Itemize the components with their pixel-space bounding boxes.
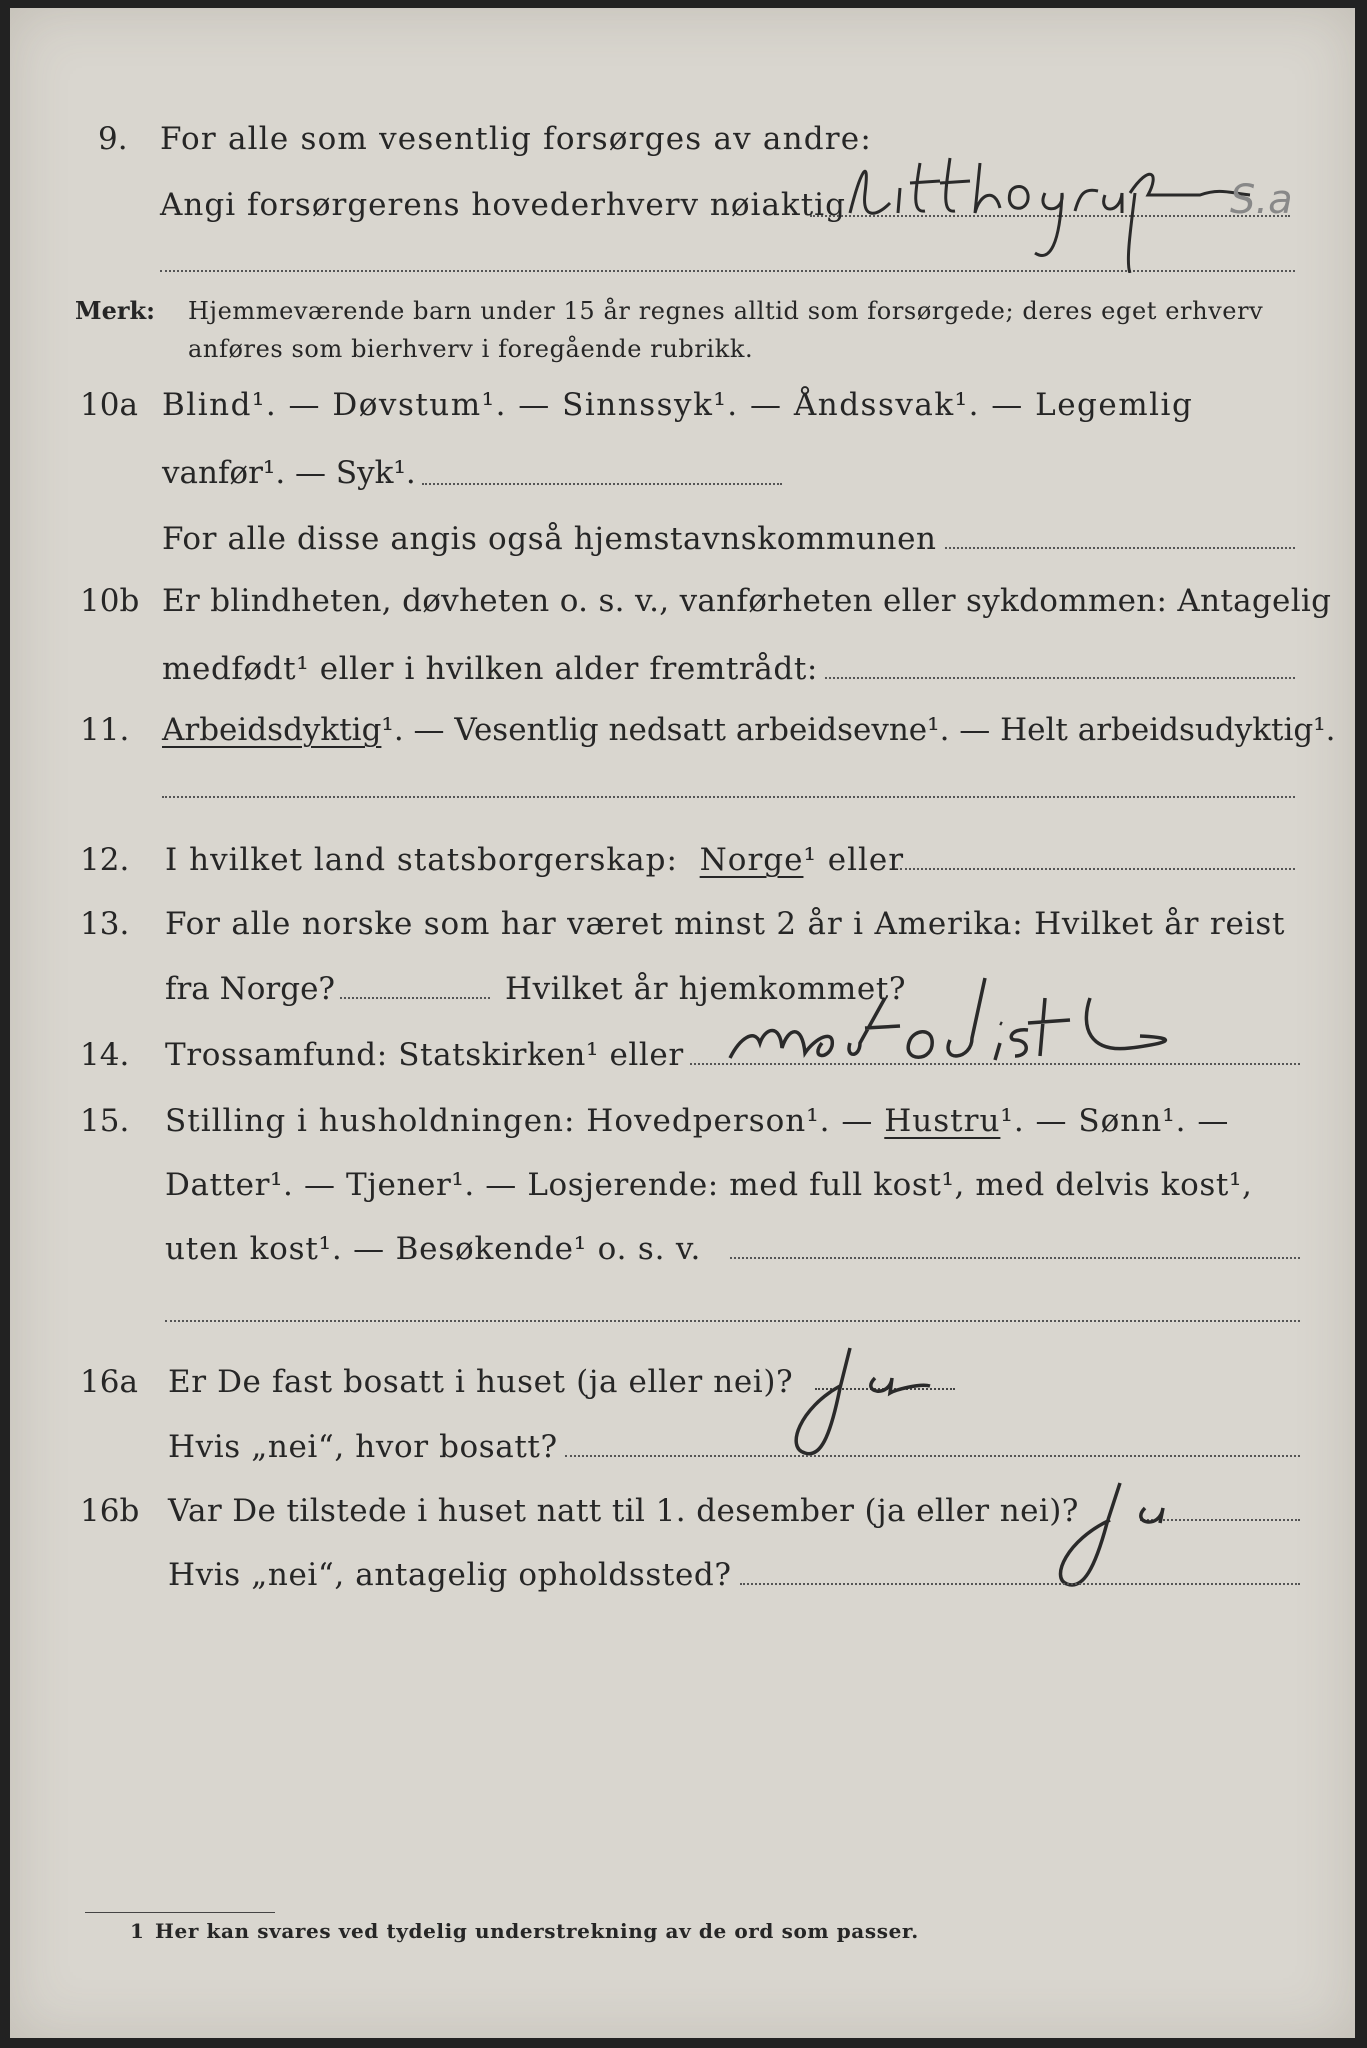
q13-line2b: Hvilket år hjemkommet?: [505, 971, 907, 1007]
q9-line1: For alle som vesentlig forsørges av andre:: [160, 121, 872, 157]
q16b-line2: Hvis „nei“, antagelig opholdssted?: [168, 1557, 732, 1593]
q14-number: 14.: [80, 1037, 130, 1073]
q12-number: 12.: [80, 842, 130, 878]
q10a-syk-line: [422, 483, 782, 485]
q11-text: [162, 711, 1336, 749]
q11-underlined-choice: Arbeidsdyktig: [162, 712, 382, 748]
q11-line: [162, 796, 1295, 798]
q9-handwritten-answer: [830, 133, 1330, 273]
q16a-line2: Hvis „nei“, hvor bosatt?: [168, 1429, 558, 1465]
q10a-home-line: [945, 547, 1295, 549]
q15-line1-prefix: Stilling i husholdningen: Hovedperson¹. —: [165, 1103, 874, 1139]
q11-rest: ¹. — Vesentlig nedsatt arbeidsevne¹. — Helt arbeidsudyktig¹.: [381, 712, 1336, 748]
q13-reist-line: [340, 997, 490, 999]
q16a-handwritten-answer: [780, 1338, 960, 1468]
note-line2: anføres som bierhverv i foregående rubrikk.: [188, 335, 754, 363]
footnote-mark: 1: [130, 1919, 144, 1943]
q16b-handwritten-answer: [1045, 1468, 1225, 1598]
q16a-bosatt-line: [565, 1455, 1300, 1457]
q10b-answer-line: [825, 677, 1295, 679]
q14-handwritten-answer: [710, 968, 1270, 1078]
q9-number: 9.: [98, 121, 128, 157]
q15-line1: [165, 1102, 1229, 1140]
note-line1: Hjemmeværende barn under 15 år regnes alltid som forsørgede; deres eget erhverv: [188, 297, 1264, 325]
q10b-line1: Er blindheten, døvheten o. s. v., vanførheten eller sykdommen: Antagelig: [162, 583, 1332, 619]
q16a-number: 16a: [80, 1364, 138, 1400]
q15-number: 15.: [80, 1103, 130, 1139]
footnote-text: Her kan svares ved tydelig understrekning av de ord som passer.: [155, 1919, 919, 1943]
q15-answer-line: [730, 1257, 1300, 1259]
q13-line2a: fra Norge?: [165, 971, 336, 1007]
q16a-line1: Er De fast bosatt i huset (ja eller nei)?: [168, 1364, 794, 1400]
q15-line1-suffix: ¹. — Sønn¹. —: [1000, 1103, 1230, 1139]
q15-line3: uten kost¹. — Besøkende¹ o. s. v.: [165, 1231, 702, 1267]
q10a-number: 10a: [80, 387, 138, 423]
svg-text:S.a: S.a: [1230, 177, 1293, 223]
q11-number: 11.: [80, 712, 130, 748]
q10b-line2: medfødt¹ eller i hvilken alder fremtrådt:: [162, 651, 818, 687]
q12-suffix: ¹ eller: [803, 842, 905, 878]
q12-prefix: I hvilket land statsborgerskap:: [165, 842, 678, 878]
q15-underlined-choice: Hustru: [884, 1103, 1001, 1139]
q16b-number: 16b: [80, 1493, 140, 1529]
q13-number: 13.: [80, 906, 130, 942]
q15-line2: Datter¹. — Tjener¹. — Losjerende: med full kost¹, med delvis kost¹,: [165, 1167, 1253, 1203]
q12-answer-line: [900, 868, 1295, 870]
q13-line1: For alle norske som har været minst 2 år i Amerika: Hvilket år reist: [165, 906, 1286, 942]
q10a-line3: For alle disse angis også hjemstavnskommunen: [162, 521, 937, 557]
q9-line2: Angi forsørgerens hovederhverv nøiaktig: [160, 187, 846, 223]
q10a-line1: Blind¹. — Døvstum¹. — Sinnssyk¹. — Åndssvak¹. — Legemlig: [162, 387, 1194, 423]
q10a-line2: vanfør¹. — Syk¹.: [162, 455, 416, 491]
q12-text: [165, 841, 904, 879]
q14-text: Trossamfund: Statskirken¹ eller: [165, 1037, 684, 1073]
q16b-line1: Var De tilstede i huset natt til 1. desember (ja eller nei)?: [168, 1493, 1079, 1529]
note-label: Merk:: [75, 296, 155, 325]
census-form-page: [10, 8, 1355, 2038]
q12-underlined-choice: Norge: [699, 842, 804, 878]
q15-extra-line: [165, 1320, 1300, 1322]
footnote-rule: [85, 1912, 275, 1913]
q10b-number: 10b: [80, 583, 140, 619]
q16b-opholdssted-line: [740, 1583, 1300, 1585]
